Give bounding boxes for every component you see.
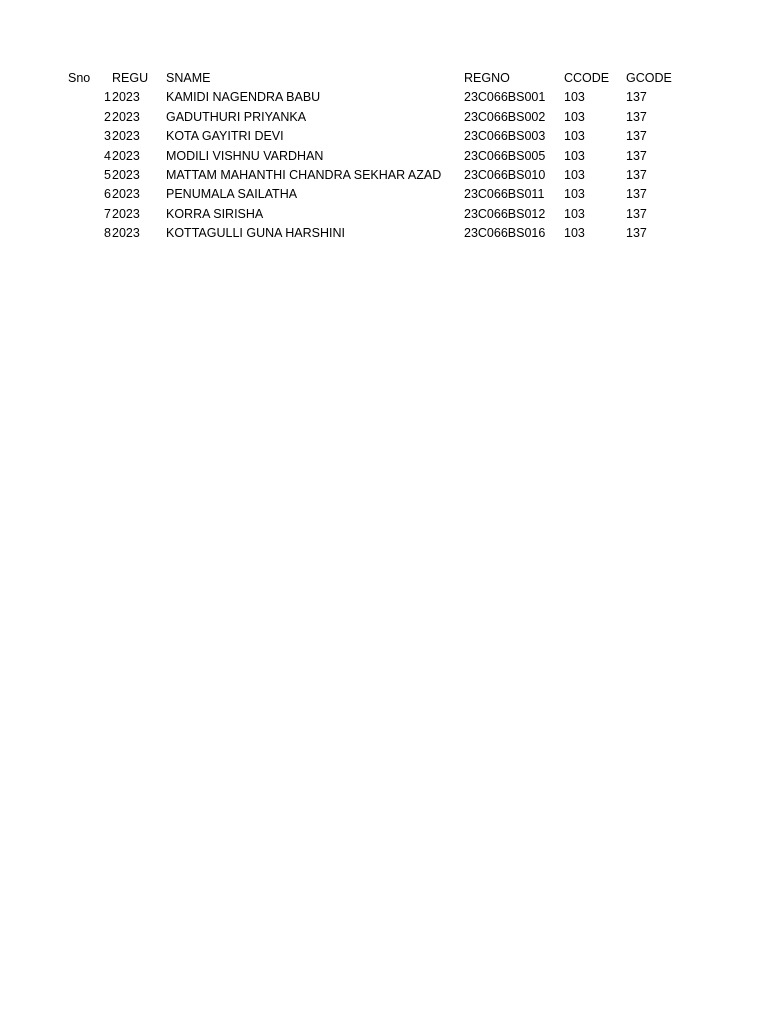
- cell-gcode: 137: [626, 187, 647, 202]
- cell-sname: GADUTHURI PRIYANKA: [166, 109, 307, 124]
- table-row: [0, 108, 768, 127]
- table-row: [0, 127, 768, 146]
- cell-sno: 7: [104, 206, 111, 221]
- cell-gcode: 137: [626, 90, 647, 105]
- cell-sno: 4: [104, 148, 111, 163]
- header-gcode: GCODE: [626, 71, 672, 85]
- cell-sname: PENUMALA SAILATHA: [166, 187, 298, 202]
- cell-regno: 23C066BS003: [464, 129, 546, 144]
- cell-ccode: 103: [564, 187, 585, 202]
- cell-ccode: 103: [564, 90, 585, 105]
- header-regu: REGU: [112, 71, 149, 85]
- table-row: [0, 185, 768, 204]
- cell-ccode: 103: [564, 206, 585, 221]
- cell-regu: 2023: [112, 187, 140, 202]
- header-sname: SNAME: [166, 71, 211, 85]
- cell-sname: KORRA SIRISHA: [166, 206, 264, 221]
- cell-sno: 8: [104, 226, 111, 241]
- cell-ccode: 103: [564, 226, 585, 241]
- table-row: [0, 147, 768, 166]
- cell-regno: 23C066BS016: [464, 226, 546, 241]
- cell-sno: 5: [104, 167, 111, 182]
- table-row: [0, 88, 768, 107]
- cell-gcode: 137: [626, 226, 647, 241]
- cell-regno: 23C066BS012: [464, 206, 546, 221]
- cell-sname: MODILI VISHNU VARDHAN: [166, 148, 324, 163]
- cell-sname: KOTA GAYITRI DEVI: [166, 129, 284, 144]
- cell-regu: 2023: [112, 167, 140, 182]
- header-ccode: CCODE: [564, 71, 610, 85]
- cell-sno: 6: [104, 187, 111, 202]
- header-sno: Sno: [68, 71, 91, 85]
- cell-gcode: 137: [626, 129, 647, 144]
- cell-sno: 1: [104, 90, 111, 105]
- cell-sname: MATTAM MAHANTHI CHANDRA SEKHAR AZAD: [166, 167, 442, 182]
- cell-regu: 2023: [112, 148, 140, 163]
- table-row: [0, 224, 768, 243]
- cell-ccode: 103: [564, 129, 585, 144]
- table-header-row: [0, 69, 768, 88]
- cell-gcode: 137: [626, 109, 647, 124]
- cell-gcode: 137: [626, 167, 647, 182]
- cell-regno: 23C066BS002: [464, 109, 546, 124]
- cell-regu: 2023: [112, 109, 140, 124]
- cell-sno: 2: [104, 109, 111, 124]
- cell-regu: 2023: [112, 206, 140, 221]
- cell-regu: 2023: [112, 129, 140, 144]
- header-regno: REGNO: [464, 71, 510, 85]
- cell-sno: 3: [104, 129, 111, 144]
- cell-ccode: 103: [564, 148, 585, 163]
- student-table: [0, 69, 768, 244]
- cell-regno: 23C066BS001: [464, 90, 546, 105]
- cell-ccode: 103: [564, 167, 585, 182]
- cell-regno: 23C066BS011: [464, 187, 545, 202]
- cell-regno: 23C066BS005: [464, 148, 546, 163]
- cell-regno: 23C066BS010: [464, 167, 546, 182]
- cell-sname: KOTTAGULLI GUNA HARSHINI: [166, 226, 345, 241]
- table-row: [0, 166, 768, 185]
- cell-ccode: 103: [564, 109, 585, 124]
- cell-regu: 2023: [112, 226, 140, 241]
- cell-gcode: 137: [626, 206, 647, 221]
- table-row: [0, 205, 768, 224]
- cell-gcode: 137: [626, 148, 647, 163]
- cell-sname: KAMIDI NAGENDRA BABU: [166, 90, 321, 105]
- cell-regu: 2023: [112, 90, 140, 105]
